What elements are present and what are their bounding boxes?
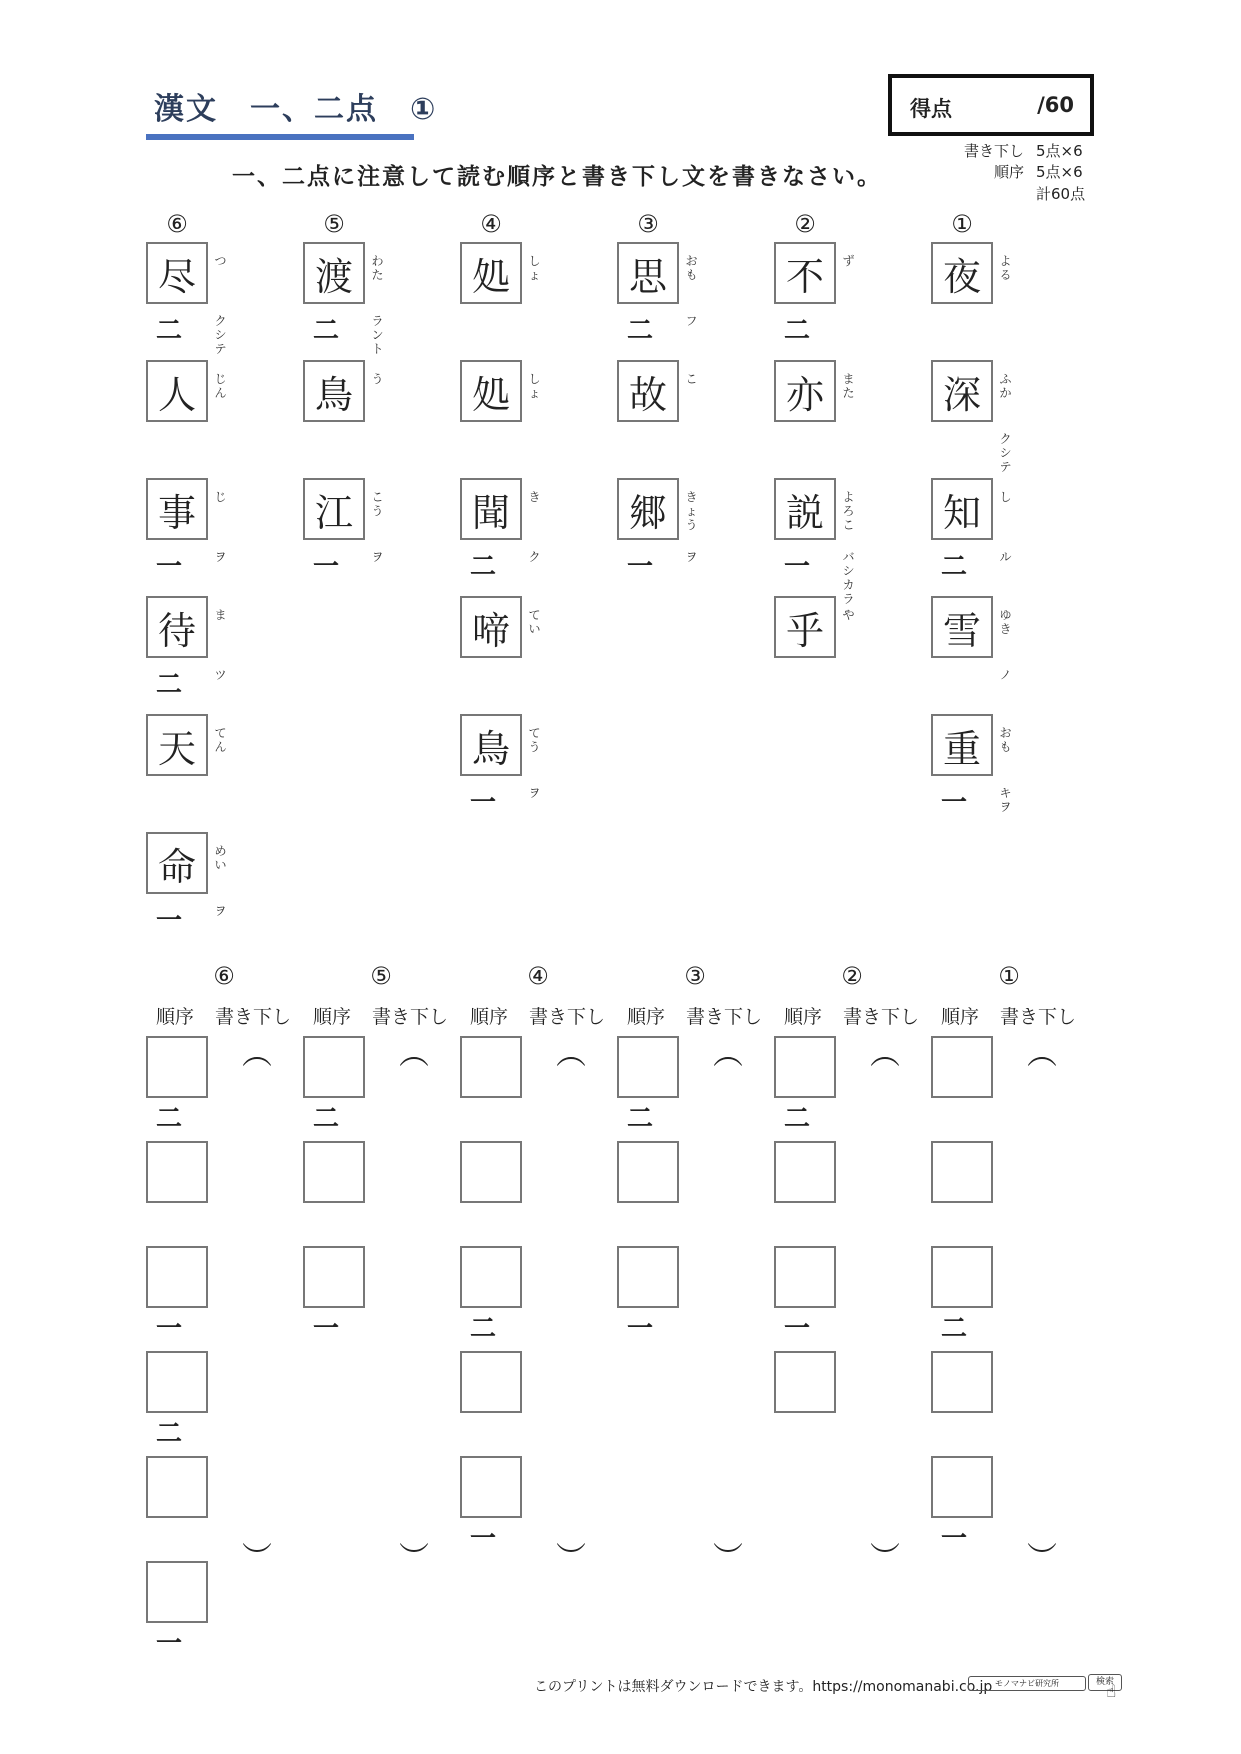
kaeriten-mark: 一 xyxy=(156,1314,183,1344)
furigana: わた xyxy=(371,254,384,282)
problem-number: ⑥ xyxy=(166,210,188,238)
kaeriten-mark: 二 xyxy=(156,1419,183,1449)
paren-close: ︶ xyxy=(242,1541,272,1576)
okurigana: クシテ xyxy=(214,314,227,356)
order-answer-box[interactable] xyxy=(774,1036,836,1098)
paren-close: ︶ xyxy=(870,1541,900,1576)
kanji-box: 待 xyxy=(146,596,208,658)
furigana: じん xyxy=(214,372,227,400)
kanji-box: 鳥 xyxy=(460,714,522,776)
order-answer-box[interactable] xyxy=(146,1141,208,1203)
order-answer-box[interactable] xyxy=(303,1141,365,1203)
order-answer-box[interactable] xyxy=(146,1456,208,1518)
writing-label: 書き下し xyxy=(529,1006,606,1028)
allocation-total: 計60点 xyxy=(1036,185,1086,203)
okurigana: キヲ xyxy=(999,786,1012,814)
kanji-box: 不 xyxy=(774,242,836,304)
search-button[interactable]: 検索 xyxy=(1088,1674,1122,1691)
order-label: 順序 xyxy=(470,1006,509,1028)
furigana: じ xyxy=(214,490,227,504)
furigana: てう xyxy=(528,726,541,754)
writing-label: 書き下し xyxy=(372,1006,449,1028)
kanji-box: 処 xyxy=(460,360,522,422)
paren-open: ︵ xyxy=(870,1037,900,1072)
title-underline xyxy=(146,134,414,140)
score-total: /60 xyxy=(1037,93,1074,117)
furigana: こう xyxy=(371,490,384,518)
okurigana: ツ xyxy=(214,668,227,682)
furigana: てい xyxy=(528,608,541,636)
furigana: し xyxy=(999,490,1012,504)
order-answer-box[interactable] xyxy=(931,1456,993,1518)
order-answer-box[interactable] xyxy=(774,1351,836,1413)
kaeriten-mark: 一 xyxy=(156,906,183,936)
kaeriten-mark: 二 xyxy=(627,1104,654,1134)
furigana: つ xyxy=(214,254,227,268)
footer-text: このプリントは無料ダウンロードできます。https://monomanabi.co.jp xyxy=(534,1679,993,1695)
furigana: ま xyxy=(214,608,227,622)
order-answer-box[interactable] xyxy=(774,1141,836,1203)
brand-search-field[interactable]: モノマナビ研究所 xyxy=(968,1676,1086,1691)
furigana: こ xyxy=(685,372,698,386)
paren-open: ︵ xyxy=(242,1037,272,1072)
order-answer-box[interactable] xyxy=(303,1036,365,1098)
score-box xyxy=(888,74,1094,136)
answer-number: ④ xyxy=(527,962,549,990)
kaeriten-mark: 一 xyxy=(156,552,183,582)
order-answer-box[interactable] xyxy=(931,1141,993,1203)
order-answer-box[interactable] xyxy=(460,1456,522,1518)
kaeriten-mark: 二 xyxy=(941,1314,968,1344)
kaeriten-mark: 一 xyxy=(313,552,340,582)
score-label: 得点 xyxy=(910,97,952,121)
order-answer-box[interactable] xyxy=(617,1036,679,1098)
kaeriten-mark: 二 xyxy=(941,552,968,582)
allocation-label-order: 順序 xyxy=(993,163,1024,181)
furigana: おも xyxy=(685,254,698,282)
page-title: 漢文 一、二点 ① xyxy=(154,92,438,127)
paren-close: ︶ xyxy=(399,1541,429,1576)
allocation-label-writing: 書き下し xyxy=(963,142,1024,160)
kanji-box: 雪 xyxy=(931,596,993,658)
order-label: 順序 xyxy=(156,1006,195,1028)
kanji-box: 尽 xyxy=(146,242,208,304)
order-answer-box[interactable] xyxy=(146,1246,208,1308)
okurigana: ヲ xyxy=(685,550,698,564)
paren-open: ︵ xyxy=(556,1037,586,1072)
okurigana: ヲ xyxy=(214,904,227,918)
kaeriten-mark: 一 xyxy=(784,552,811,582)
order-answer-box[interactable] xyxy=(617,1246,679,1308)
kanji-box: 夜 xyxy=(931,242,993,304)
furigana: き xyxy=(528,490,541,504)
okurigana: ル xyxy=(999,550,1012,564)
instruction-text: 一、二点に注意して読む順序と書き下し文を書きなさい。 xyxy=(232,164,882,190)
writing-label: 書き下し xyxy=(215,1006,292,1028)
kanji-box: 渡 xyxy=(303,242,365,304)
kanji-box: 処 xyxy=(460,242,522,304)
kaeriten-mark: 一 xyxy=(470,1524,497,1554)
order-answer-box[interactable] xyxy=(774,1246,836,1308)
kanji-box: 重 xyxy=(931,714,993,776)
order-label: 順序 xyxy=(313,1006,352,1028)
kaeriten-mark: 一 xyxy=(784,1314,811,1344)
kanji-box: 説 xyxy=(774,478,836,540)
kanji-box: 聞 xyxy=(460,478,522,540)
furigana: しょ xyxy=(528,254,541,282)
paren-close: ︶ xyxy=(713,1541,743,1576)
kaeriten-mark: 一 xyxy=(941,788,968,818)
order-answer-box[interactable] xyxy=(146,1351,208,1413)
order-label: 順序 xyxy=(941,1006,980,1028)
kanji-box: 郷 xyxy=(617,478,679,540)
problem-number: ② xyxy=(794,210,816,238)
order-answer-box[interactable] xyxy=(303,1246,365,1308)
kanji-box: 啼 xyxy=(460,596,522,658)
writing-label: 書き下し xyxy=(686,1006,763,1028)
kanji-box: 江 xyxy=(303,478,365,540)
allocation-value-writing: 5点×6 xyxy=(1036,142,1083,160)
furigana: おも xyxy=(999,726,1012,754)
paren-open: ︵ xyxy=(399,1037,429,1072)
kanji-box: 思 xyxy=(617,242,679,304)
kanji-box: 命 xyxy=(146,832,208,894)
furigana: よる xyxy=(999,254,1012,282)
kaeriten-mark: 一 xyxy=(313,1314,340,1344)
kanji-box: 人 xyxy=(146,360,208,422)
order-label: 順序 xyxy=(627,1006,666,1028)
problem-number: ⑤ xyxy=(323,210,345,238)
order-answer-box[interactable] xyxy=(460,1246,522,1308)
order-answer-box[interactable] xyxy=(460,1141,522,1203)
furigana: よろこ xyxy=(842,490,855,532)
kanji-box: 知 xyxy=(931,478,993,540)
kanji-box: 天 xyxy=(146,714,208,776)
order-answer-box[interactable] xyxy=(146,1561,208,1623)
okurigana: バシカラ xyxy=(842,550,855,606)
kaeriten-mark: 二 xyxy=(784,1104,811,1134)
furigana: また xyxy=(842,372,855,400)
kanji-box: 亦 xyxy=(774,360,836,422)
paren-close: ︶ xyxy=(556,1541,586,1576)
kaeriten-mark: 一 xyxy=(156,1629,183,1659)
okurigana: クシテ xyxy=(999,432,1012,474)
okurigana: ヲ xyxy=(371,550,384,564)
allocation-value-order: 5点×6 xyxy=(1036,163,1083,181)
okurigana: ヲ xyxy=(528,786,541,800)
kaeriten-mark: 二 xyxy=(470,552,497,582)
kaeriten-mark: 一 xyxy=(470,788,497,818)
kaeriten-mark: 二 xyxy=(627,316,654,346)
kaeriten-mark: 二 xyxy=(156,316,183,346)
problem-number: ① xyxy=(951,210,973,238)
answer-number: ⑥ xyxy=(213,962,235,990)
answer-number: ⑤ xyxy=(370,962,392,990)
furigana: や xyxy=(842,608,855,622)
kaeriten-mark: 二 xyxy=(784,316,811,346)
pointer-hand-icon: ☝ xyxy=(1106,1682,1117,1702)
kaeriten-mark: 二 xyxy=(470,1314,497,1344)
furigana: しょ xyxy=(528,372,541,400)
kaeriten-mark: 二 xyxy=(313,316,340,346)
paren-open: ︵ xyxy=(713,1037,743,1072)
paren-close: ︶ xyxy=(1027,1541,1057,1576)
order-label: 順序 xyxy=(784,1006,823,1028)
kanji-box: 乎 xyxy=(774,596,836,658)
kanji-box: 事 xyxy=(146,478,208,540)
kaeriten-mark: 一 xyxy=(941,1524,968,1554)
furigana: ゆき xyxy=(999,608,1012,636)
answer-number: ① xyxy=(998,962,1020,990)
writing-label: 書き下し xyxy=(843,1006,920,1028)
kaeriten-mark: 二 xyxy=(313,1104,340,1134)
order-answer-box[interactable] xyxy=(460,1036,522,1098)
order-answer-box[interactable] xyxy=(931,1246,993,1308)
kaeriten-mark: 一 xyxy=(627,1314,654,1344)
kanji-box: 鳥 xyxy=(303,360,365,422)
order-answer-box[interactable] xyxy=(931,1036,993,1098)
order-answer-box[interactable] xyxy=(931,1351,993,1413)
problem-number: ③ xyxy=(637,210,659,238)
okurigana: ク xyxy=(528,550,541,564)
okurigana: ラント xyxy=(371,314,384,356)
furigana: めい xyxy=(214,844,227,872)
kaeriten-mark: 二 xyxy=(156,1104,183,1134)
kaeriten-mark: 二 xyxy=(156,670,183,700)
order-answer-box[interactable] xyxy=(460,1351,522,1413)
order-answer-box[interactable] xyxy=(617,1141,679,1203)
problem-number: ④ xyxy=(480,210,502,238)
furigana: きょう xyxy=(685,490,698,532)
furigana: てん xyxy=(214,726,227,754)
writing-label: 書き下し xyxy=(1000,1006,1077,1028)
kanji-box: 故 xyxy=(617,360,679,422)
furigana: ふか xyxy=(999,372,1012,400)
paren-open: ︵ xyxy=(1027,1037,1057,1072)
furigana: ず xyxy=(842,254,855,268)
okurigana: ノ xyxy=(999,668,1012,682)
furigana: う xyxy=(371,372,384,386)
kaeriten-mark: 一 xyxy=(627,552,654,582)
answer-number: ② xyxy=(841,962,863,990)
okurigana: ヲ xyxy=(214,550,227,564)
kanji-box: 深 xyxy=(931,360,993,422)
answer-number: ③ xyxy=(684,962,706,990)
okurigana: フ xyxy=(685,314,698,328)
order-answer-box[interactable] xyxy=(146,1036,208,1098)
